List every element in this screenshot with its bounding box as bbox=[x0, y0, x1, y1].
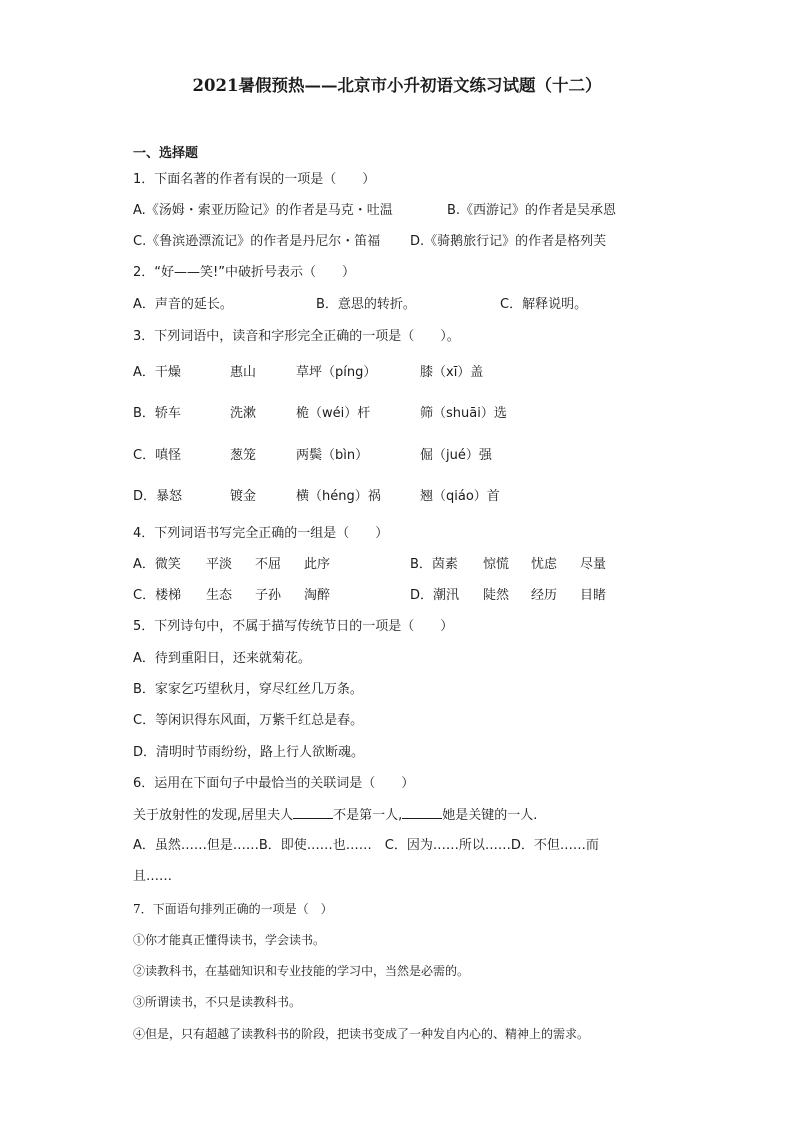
question-6-stem: 6．运用在下面句子中最恰当的关联词是（ ） bbox=[133, 776, 415, 791]
question-3-option-b-word1: B．轿车 bbox=[133, 406, 181, 421]
question-5-option-a: A．待到重阳日，还来就菊花。 bbox=[133, 651, 311, 666]
question-6-sentence-part1: 关于放射性的发现,居里夫人 bbox=[133, 808, 294, 823]
question-4-option-d-word2: 陡然 bbox=[483, 588, 510, 603]
question-3-option-a-word3: 草坪（píng） bbox=[296, 365, 377, 380]
question-7-sentence-1: ①你才能真正懂得读书，学会读书。 bbox=[133, 933, 326, 947]
question-7-sentence-4: ④但是，只有超越了读教科书的阶段，把读书变成了一种发自内心的、精神上的需求。 bbox=[133, 1027, 590, 1041]
question-3-option-c-word1: C．嗔怪 bbox=[133, 448, 182, 463]
question-1-option-b: B.《西游记》的作者是吴承恩 bbox=[447, 203, 617, 218]
question-7-sentence-3: ③所谓读书，不只是读教科书。 bbox=[133, 995, 302, 1009]
question-4-option-a-word2: 平淡 bbox=[206, 557, 233, 572]
question-1-stem: 1．下面名著的作者有误的一项是（ ） bbox=[133, 172, 376, 187]
question-7-stem: 7．下面语句排列正确的一项是（ ） bbox=[133, 902, 333, 916]
question-4-option-b-word1: B．茵素 bbox=[410, 557, 458, 572]
question-3-option-d-word4: 翘（qiáo）首 bbox=[420, 489, 500, 504]
question-3-option-c-word3: 两鬓（bìn） bbox=[296, 448, 369, 463]
question-6-sentence-part3: 她是关键的一人. bbox=[442, 808, 538, 823]
question-4-option-b-word3: 忧虑 bbox=[531, 557, 558, 572]
question-6-sentence bbox=[133, 806, 537, 825]
question-3-option-d-word1: D．暴怒 bbox=[133, 489, 183, 504]
question-3-option-c-word4: 倔（jué）强 bbox=[420, 448, 492, 463]
question-4-stem: 4．下列词语书写完全正确的一组是（ ） bbox=[133, 526, 389, 541]
question-4-option-c-word1: C．楼梯 bbox=[133, 588, 182, 603]
question-5-option-c: C．等闲识得东风面，万紫千红总是春。 bbox=[133, 713, 364, 728]
question-3-option-a-word1: A．干燥 bbox=[133, 365, 181, 380]
question-4-option-d-word3: 经历 bbox=[531, 588, 558, 603]
page-title: 2021暑假预热——北京市小升初语文练习试题（十二） bbox=[192, 76, 602, 95]
question-1-option-d: D.《骑鹅旅行记》的作者是格列芙 bbox=[410, 234, 607, 249]
question-4-option-a-word4: 此序 bbox=[304, 557, 331, 572]
blank-underline bbox=[293, 806, 333, 819]
question-6-sentence-part2: 不是第一人, bbox=[333, 808, 403, 823]
question-4-option-c-word4: 淘醉 bbox=[304, 588, 331, 603]
question-3-option-a-word4: 膝（xī）盖 bbox=[420, 365, 484, 380]
question-4-option-b-word2: 惊慌 bbox=[483, 557, 510, 572]
question-7-sentence-2: ②读教科书，在基础知识和专业技能的学习中，当然是必需的。 bbox=[133, 964, 470, 978]
question-4-option-d-word4: 目睹 bbox=[580, 588, 607, 603]
question-4-option-a-word3: 不屈 bbox=[255, 557, 282, 572]
question-5-option-b: B．家家乞巧望秋月，穿尽红丝几万条。 bbox=[133, 682, 363, 697]
question-2-stem: 2．“好——笑!”中破折号表示（ ） bbox=[133, 265, 355, 280]
section-heading: 一、选择题 bbox=[133, 146, 199, 161]
question-4-option-d-word1: D．潮汛 bbox=[410, 588, 460, 603]
question-3-option-d-word2: 镀金 bbox=[230, 489, 257, 504]
question-4-option-a-word1: A．微笑 bbox=[133, 557, 181, 572]
question-1-option-c: C.《鲁滨逊漂流记》的作者是丹尼尔・笛福 bbox=[133, 234, 381, 249]
question-5-option-d: D．清明时节雨纷纷，路上行人欲断魂。 bbox=[133, 745, 365, 760]
question-3-option-d-word3: 横（héng）祸 bbox=[296, 489, 381, 504]
question-3-stem: 3．下列词语中，读音和字形完全正确的一项是（ ）。 bbox=[133, 329, 460, 344]
blank-underline bbox=[402, 806, 442, 819]
question-3-option-a-word2: 惠山 bbox=[230, 365, 257, 380]
question-3-option-b-word2: 洗漱 bbox=[230, 406, 257, 421]
question-4-option-c-word2: 生态 bbox=[206, 588, 233, 603]
question-4-option-b-word4: 尽量 bbox=[580, 557, 607, 572]
question-3-option-b-word3: 桅（wéi）杆 bbox=[296, 406, 371, 421]
question-3-option-b-word4: 筛（shuāi）选 bbox=[420, 406, 507, 421]
question-6-options: A．虽然……但是……B．即使……也…… C．因为……所以……D．不但……而 bbox=[133, 838, 599, 853]
question-3-option-c-word2: 葱笼 bbox=[230, 448, 257, 463]
question-5-stem: 5．下列诗句中，不属于描写传统节日的一项是（ ） bbox=[133, 619, 454, 634]
question-4-option-c-word3: 子孙 bbox=[255, 588, 282, 603]
question-2-option-a: A．声音的延长。 bbox=[133, 297, 233, 312]
question-2-option-b: B．意思的转折。 bbox=[316, 297, 416, 312]
question-1-option-a: A.《汤姆・索亚历险记》的作者是马克・吐温 bbox=[133, 203, 393, 218]
question-6-options-wrap: 且…… bbox=[133, 869, 173, 884]
question-2-option-c: C．解释说明。 bbox=[500, 297, 588, 312]
